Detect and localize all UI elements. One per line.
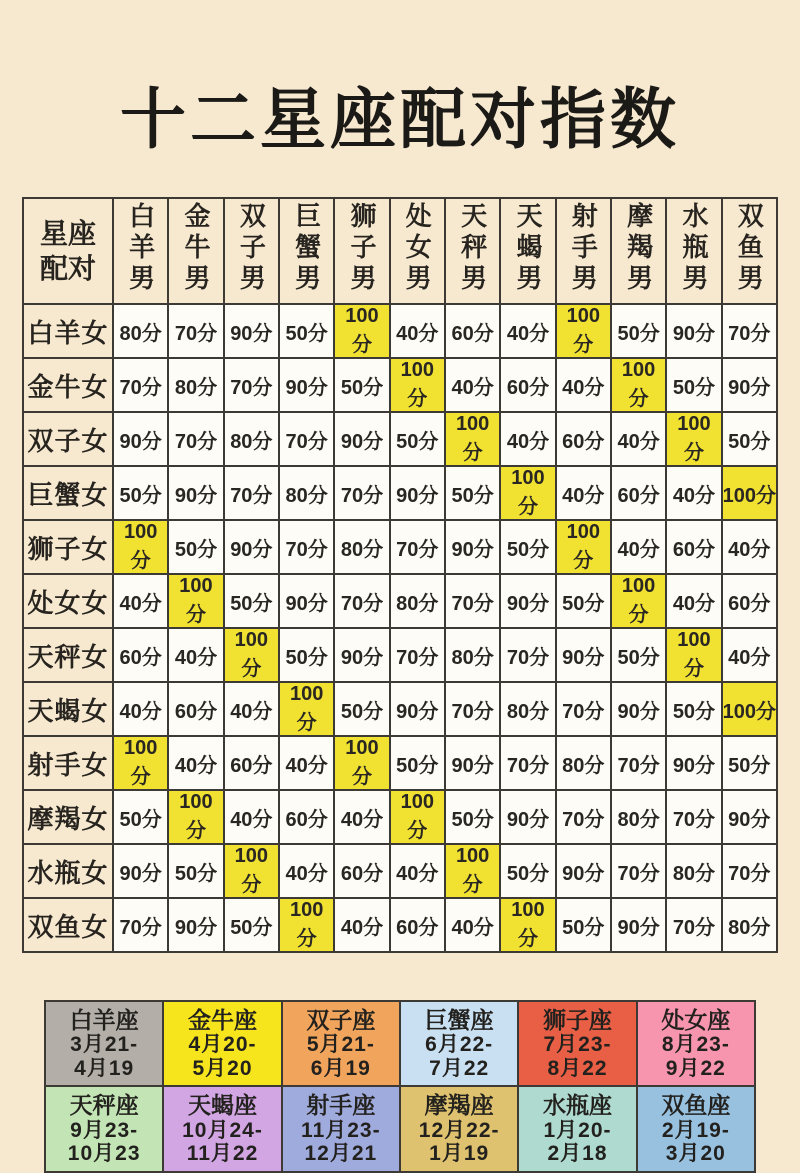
table-row [23,736,777,790]
legend-date-end: 1月19 [429,1142,490,1166]
score-cell: 60分 [113,628,168,682]
score-cell: 70分 [113,898,168,952]
legend-date-start: 4月20- [188,1033,257,1057]
column-header-label: 狮子男 [346,202,377,295]
score-cell: 70分 [224,466,279,520]
score-cell: 60分 [500,358,555,412]
score-cell: 40分 [556,358,611,412]
legend-sign-name: 双子座 [306,1007,376,1033]
score-cell: 50分 [113,790,168,844]
legend-date-start: 7月23- [543,1033,612,1057]
legend-sign-name: 天秤座 [69,1092,139,1119]
table-row [23,574,777,628]
legend-date-end: 12月21 [304,1142,378,1166]
legend-date-end: 7月22 [429,1056,490,1080]
score-cell: 70分 [445,574,500,628]
corner-cell [23,198,113,304]
score-cell: 100分 [722,466,777,520]
column-header-label: 摩羯男 [623,202,654,295]
score-cell: 50分 [666,682,721,736]
score-cell: 40分 [224,682,279,736]
score-cell: 40分 [611,412,666,466]
score-cell: 80分 [390,574,445,628]
score-cell: 100分 [224,628,279,682]
score-cell: 100分 [556,520,611,574]
score-cell: 90分 [611,682,666,736]
score-cell: 100分 [113,736,168,790]
legend-date-end: 2月18 [547,1142,608,1166]
column-header-label: 水瓶男 [678,202,709,295]
score-cell: 70分 [279,412,334,466]
score-cell: 50分 [611,628,666,682]
score-cell: 80分 [722,898,777,952]
score-cell: 90分 [445,520,500,574]
header-row [23,198,777,304]
score-cell: 50分 [224,898,279,952]
score-cell: 70分 [722,304,777,358]
score-cell: 60分 [279,790,334,844]
score-cell: 90分 [666,736,721,790]
score-cell: 90分 [390,682,445,736]
score-cell: 40分 [556,466,611,520]
score-cell: 70分 [611,736,666,790]
column-header-label: 巨蟹男 [291,202,322,295]
row-header: 处女女 [23,574,113,628]
column-header [666,198,721,304]
score-cell: 80分 [611,790,666,844]
score-cell: 100分 [390,790,445,844]
score-cell: 70分 [334,574,389,628]
legend-item [163,1086,281,1171]
score-cell: 100分 [168,790,223,844]
score-cell: 100分 [334,736,389,790]
legend-item [163,1001,281,1086]
score-cell: 100分 [445,412,500,466]
column-header-label: 天蝎男 [512,202,543,295]
score-cell: 60分 [168,682,223,736]
legend-sign-name: 天蝎座 [187,1092,257,1119]
score-cell: 40分 [279,844,334,898]
score-cell: 50分 [445,466,500,520]
table-row [23,304,777,358]
score-cell: 40分 [390,304,445,358]
column-header [611,198,666,304]
score-cell: 90分 [445,736,500,790]
score-cell: 40分 [666,574,721,628]
score-cell: 50分 [390,412,445,466]
score-cell: 100分 [500,466,555,520]
score-cell: 70分 [279,520,334,574]
legend-date-end: 4月19 [74,1056,135,1080]
column-header [279,198,334,304]
score-cell: 80分 [279,466,334,520]
score-cell: 50分 [666,358,721,412]
row-header: 白羊女 [23,304,113,358]
compatibility-table [22,197,778,953]
score-cell: 60分 [445,304,500,358]
column-header [168,198,223,304]
score-cell: 50分 [334,682,389,736]
row-header: 巨蟹女 [23,466,113,520]
column-header [224,198,279,304]
score-cell: 100分 [113,520,168,574]
table-row [23,682,777,736]
row-header: 天秤女 [23,628,113,682]
score-cell: 90分 [390,466,445,520]
score-cell: 40分 [666,466,721,520]
table-row [23,628,777,682]
score-cell: 100分 [168,574,223,628]
column-header-label: 白羊男 [125,202,156,295]
legend-date-end: 5月20 [192,1056,253,1080]
legend-sign-name: 白羊座 [69,1007,139,1033]
score-cell: 80分 [334,520,389,574]
score-cell: 50分 [334,358,389,412]
column-header-label: 双子男 [236,202,267,295]
score-cell: 60分 [722,574,777,628]
score-cell: 100分 [500,898,555,952]
table-row [23,790,777,844]
score-cell: 50分 [556,898,611,952]
score-cell: 90分 [500,574,555,628]
score-cell: 90分 [722,358,777,412]
score-cell: 50分 [556,574,611,628]
row-header: 天蝎女 [23,682,113,736]
legend-date-end: 8月22 [547,1056,608,1080]
score-cell: 50分 [500,520,555,574]
legend-sign-name: 水瓶座 [542,1092,612,1119]
score-cell: 60分 [556,412,611,466]
score-cell: 70分 [500,736,555,790]
legend-sign-name: 金牛座 [187,1007,257,1033]
legend-date-end: 11月22 [186,1142,259,1166]
score-cell: 90分 [168,466,223,520]
legend-item [518,1001,636,1086]
legend-sign-name: 摩羯座 [424,1092,494,1119]
legend-item [637,1086,755,1171]
score-cell: 60分 [611,466,666,520]
score-cell: 40分 [279,736,334,790]
score-cell: 80分 [445,628,500,682]
score-cell: 70分 [390,628,445,682]
score-cell: 90分 [611,898,666,952]
table-header [23,198,777,304]
column-header-label: 双鱼男 [734,202,765,295]
score-cell: 70分 [168,304,223,358]
score-cell: 80分 [556,736,611,790]
score-cell: 90分 [113,844,168,898]
score-cell: 50分 [113,466,168,520]
legend-sign-name: 射手座 [306,1092,376,1119]
score-cell: 100分 [279,682,334,736]
score-cell: 40分 [224,790,279,844]
score-cell: 40分 [445,358,500,412]
score-cell: 40分 [334,790,389,844]
score-cell: 90分 [722,790,777,844]
score-cell: 100分 [334,304,389,358]
score-cell: 50分 [500,844,555,898]
table-row [23,412,777,466]
legend-item [637,1001,755,1086]
score-cell: 100分 [279,898,334,952]
score-cell: 40分 [611,520,666,574]
score-cell: 70分 [224,358,279,412]
legend-date-start: 11月23- [301,1118,381,1142]
score-cell: 40分 [168,736,223,790]
legend-date-start: 5月21- [306,1033,375,1057]
score-cell: 50分 [611,304,666,358]
score-cell: 40分 [334,898,389,952]
column-header [445,198,500,304]
score-cell: 90分 [113,412,168,466]
legend-item [45,1086,163,1171]
score-cell: 40分 [113,682,168,736]
table-body [23,304,777,952]
table-row [23,898,777,952]
score-cell: 40分 [500,304,555,358]
row-header: 双子女 [23,412,113,466]
legend-item [400,1001,518,1086]
table-row [23,358,777,412]
column-header-label: 金牛男 [180,202,211,295]
score-cell: 70分 [556,682,611,736]
score-cell: 90分 [666,304,721,358]
row-header: 摩羯女 [23,790,113,844]
column-header [556,198,611,304]
table-row [23,466,777,520]
score-cell: 90分 [224,520,279,574]
score-cell: 40分 [113,574,168,628]
legend-item [282,1001,400,1086]
score-cell: 100分 [611,574,666,628]
legend-sign-name: 狮子座 [542,1007,612,1033]
score-cell: 70分 [556,790,611,844]
score-cell: 70分 [666,790,721,844]
score-cell: 60分 [224,736,279,790]
score-cell: 100分 [666,412,721,466]
legend-date-start: 12月22- [418,1118,500,1142]
score-cell: 50分 [390,736,445,790]
score-cell: 60分 [666,520,721,574]
legend-date-start: 6月22- [425,1033,494,1057]
score-cell: 50分 [279,628,334,682]
score-cell: 70分 [168,412,223,466]
score-cell: 60分 [334,844,389,898]
column-header [500,198,555,304]
score-cell: 70分 [390,520,445,574]
column-header-label: 天秤男 [457,202,488,295]
score-cell: 40分 [390,844,445,898]
column-header [334,198,389,304]
corner-label: 星座配对 [40,218,97,284]
legend-date-start: 10月24- [182,1118,263,1142]
score-cell: 70分 [113,358,168,412]
legend-item [518,1086,636,1171]
score-cell: 90分 [556,844,611,898]
score-cell: 90分 [224,304,279,358]
legend-date-start: 2月19- [661,1118,730,1142]
legend-date-start: 9月23- [70,1118,139,1142]
table-row [23,520,777,574]
legend-sign-name: 处女座 [661,1007,731,1033]
score-cell: 40分 [722,520,777,574]
score-cell: 40分 [168,628,223,682]
table-row [23,844,777,898]
score-cell: 40分 [445,898,500,952]
score-cell: 50分 [168,520,223,574]
score-cell: 70分 [666,898,721,952]
score-cell: 50分 [722,736,777,790]
column-header-label: 处女男 [402,202,433,295]
legend-sign-name: 巨蟹座 [424,1007,494,1033]
legend-item [400,1086,518,1171]
score-cell: 80分 [500,682,555,736]
score-cell: 100分 [390,358,445,412]
legend-date-end: 3月20 [665,1142,726,1166]
score-cell: 50分 [445,790,500,844]
score-cell: 70分 [722,844,777,898]
score-cell: 40分 [500,412,555,466]
score-cell: 80分 [224,412,279,466]
column-header [113,198,168,304]
score-cell: 100分 [224,844,279,898]
score-cell: 90分 [556,628,611,682]
score-cell: 70分 [611,844,666,898]
legend-date-end: 6月19 [310,1056,371,1080]
row-header: 金牛女 [23,358,113,412]
column-header [722,198,777,304]
legend-item [45,1001,163,1086]
score-cell: 80分 [168,358,223,412]
legend-date-start: 3月21- [70,1033,139,1057]
score-cell: 90分 [334,412,389,466]
score-cell: 70分 [334,466,389,520]
score-cell: 100分 [445,844,500,898]
score-cell: 100分 [556,304,611,358]
score-cell: 50分 [722,412,777,466]
page-title: 十二星座配对指数 [120,82,680,156]
score-cell: 80分 [113,304,168,358]
row-header: 射手女 [23,736,113,790]
score-cell: 70分 [445,682,500,736]
score-cell: 100分 [722,682,777,736]
score-cell: 100分 [666,628,721,682]
row-header: 水瓶女 [23,844,113,898]
score-cell: 80分 [666,844,721,898]
zodiac-date-legend [44,1000,756,1173]
legend-item [282,1086,400,1171]
score-cell: 90分 [168,898,223,952]
score-cell: 50分 [168,844,223,898]
score-cell: 90分 [500,790,555,844]
legend-sign-name: 双鱼座 [661,1092,731,1119]
column-header-label: 射手男 [568,202,599,295]
column-header [390,198,445,304]
score-cell: 50分 [224,574,279,628]
row-header: 狮子女 [23,520,113,574]
legend-date-start: 1月20- [543,1118,612,1142]
score-cell: 70分 [500,628,555,682]
legend-date-start: 8月23- [661,1033,730,1057]
score-cell: 90分 [279,358,334,412]
legend-date-end: 10月23 [67,1142,141,1166]
score-cell: 90分 [334,628,389,682]
row-header: 双鱼女 [23,898,113,952]
score-cell: 100分 [611,358,666,412]
score-cell: 50分 [279,304,334,358]
score-cell: 40分 [722,628,777,682]
score-cell: 60分 [390,898,445,952]
legend-date-end: 9月22 [665,1056,726,1080]
score-cell: 90分 [279,574,334,628]
